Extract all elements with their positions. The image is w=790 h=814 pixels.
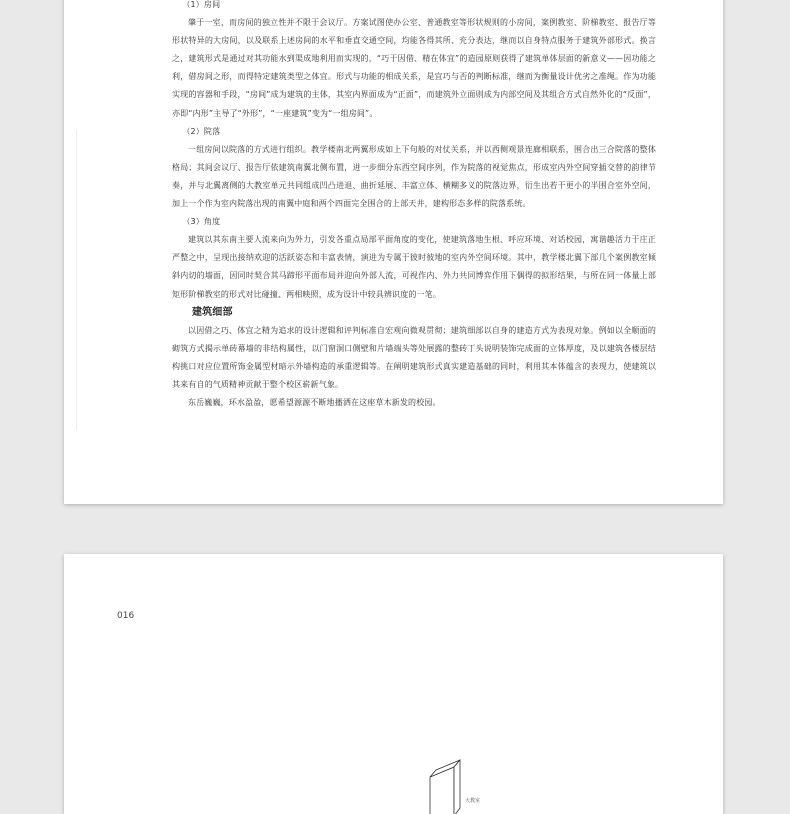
large-classroom-block-upper — [430, 760, 460, 814]
body-text-column — [172, 0, 656, 412]
subsection-heading: （2）院落 — [182, 126, 221, 136]
body-paragraph: 一组房间以院落的方式进行组织。教学楼南北两翼形成如上下句般的对仗关系，并以西侧观景连廊相联系，围合出三合院落的整体格局；其间会议厅、报告厅依建筑南翼北侧布置，进一步细分东西空间序列，作为院落的视觉焦点，形成室内外空间穿插交替的韵律节奏，并与北翼离侧的大教室单元共同组成凹凸进退、曲折延展、丰富立体、横糊多义的院落边界，衍生出若干更小的半围合室外空间，加上一个作为室内院落出现的南翼中庭和两个四面完全围合的上部天井，建构形态多样的院落系统。 — [172, 144, 656, 209]
document-page-bottom — [64, 554, 723, 814]
diagram-label-upper: 大教室 — [465, 798, 481, 804]
document-page-top — [64, 0, 723, 504]
subsection-heading: （3）角度 — [182, 217, 221, 227]
building-axonometric-diagram — [364, 654, 564, 814]
body-paragraph: 建筑以其东南主要人流来向为外力，引发各重点局部平面角度的变化，使建筑落地生根、呼应环境、对话校园，寓谐趣活力于庄正严整之中，呈现出接纳欢迎的活跃姿态和丰富表情，演进为专属于彼时彼地的室内外空间环境。其中，教学楼北翼下部几个案例教室倾斜内切的墙面，因同时契合其马蹄形平面布局并迎向外部人流，可视作内、外力共同博弈作用下偶得的拟形结果，与所在同一体量上部矩形阶梯教室的形式对比碰撞、两相映照，成为设计中较具辨识度的一笔。 — [172, 235, 656, 299]
body-paragraph: 东岳巍巍，环水盈盈，愿希望源源不断地播洒在这座草木新发的校园。 — [188, 397, 441, 407]
page-number: 016 — [117, 611, 135, 621]
section-heading: 建筑细部 — [192, 306, 233, 318]
body-paragraph: 以因借之巧、体宜之精为追求的设计逻辑和评判标准自宏观向微观贯彻；建筑细部以自身的建造方式为表现对象。例如以全顺面的砌筑方式揭示单砖幕墙的非结构属性，以门窗洞口侧壁和片墙端头等处展露的整砖丁头说明装饰完成面的立体厚度，及以建筑各楼层结构挑口对应位置所饰金属型材暗示外墙构造的承重逻辑等。在阐明建筑形式真实建造基础的同时，利用其本体蕴含的表现力，使建筑以其来有自的气质精神贡献于整个校区崭新气象。 — [172, 325, 656, 389]
body-paragraph: 肇于一室，而房间的独立性并不限于会议厅。方案试图使办公室、普通教室等形状规则的小房间，案例教室、阶梯教室、报告厅等形状特异的大房间，以及联系上述房间的水平和垂直交通空间，均能各得其所、充分表达，继而以自身特点服务于建筑外部形式。换言之，建筑形式是通过对其功能水到渠成地利用而实现的，“巧于因借、精在体宜”的造园原则获得了建筑单体层面的新意义——因功能之利，借房间之形，而得特定建筑类型之体宜。形式与功能的相成关系，是宜巧与否的判断标准，继而为衡量设计优劣之准绳。作为功能实现的容器和手段，“房间”成为建筑的主体，其室内界面成为“正面”，而建筑外立面则成为内部空间及其组合方式自然外化的“反面”，亦即“内形”主导了“外形”，“一座建筑”变为“一组房间”。 — [172, 18, 656, 118]
margin-rule — [76, 130, 77, 430]
subsection-heading: （1）房间 — [182, 0, 221, 9]
